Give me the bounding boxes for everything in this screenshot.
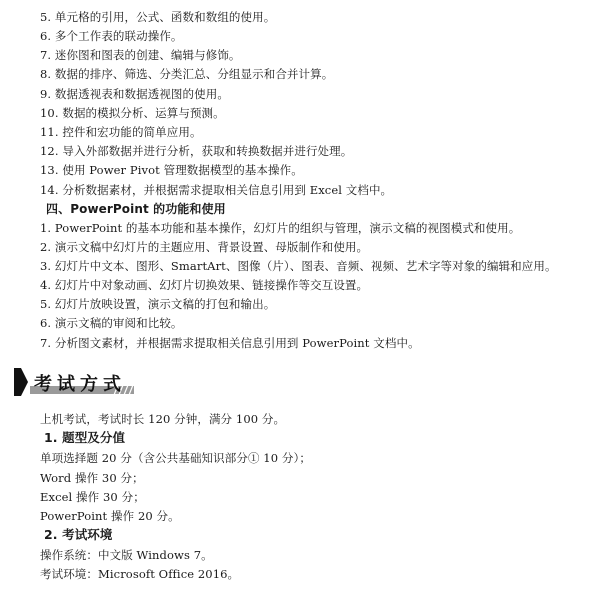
exam-section-banner bbox=[14, 366, 139, 400]
excel-item-5: 5. 单元格的引用，公式、函数和数组的使用。 bbox=[40, 10, 276, 24]
ppt-item-2: 2. 演示文稿中幻灯片的主题应用、背景设置、母版制作和使用。 bbox=[40, 240, 369, 254]
env-office: 考试环境：Microsoft Office 2016。 bbox=[40, 567, 240, 581]
excel-item-14: 14. 分析数据素材，并根据需求提取相关信息引用到 Excel 文档中。 bbox=[40, 183, 393, 197]
ppt-item-6: 6. 演示文稿的审阅和比较。 bbox=[40, 316, 183, 330]
env-heading: 2. 考试环境 bbox=[44, 527, 113, 542]
excel-item-6: 6. 多个工作表的联动操作。 bbox=[40, 29, 183, 43]
types-heading: 1. 题型及分值 bbox=[44, 430, 126, 445]
env-os: 操作系统：中文版 Windows 7。 bbox=[40, 548, 213, 562]
type-single-choice: 单项选择题 20 分（含公共基础知识部分① 10 分）； bbox=[40, 451, 311, 465]
excel-item-13: 13. 使用 Power Pivot 管理数据模型的基本操作。 bbox=[40, 163, 303, 177]
exam-section-title: 考试方式 bbox=[34, 374, 126, 395]
excel-item-11: 11. 控件和宏功能的简单应用。 bbox=[40, 125, 202, 139]
ppt-item-3: 3. 幻灯片中文本、图形、SmartArt、图像（片）、图表、音频、视频、艺术字等对象的编辑和应用。 bbox=[40, 259, 557, 273]
type-word: Word 操作 30 分； bbox=[40, 471, 144, 485]
excel-item-9: 9. 数据透视表和数据透视图的使用。 bbox=[40, 87, 229, 101]
ppt-item-4: 4. 幻灯片中对象动画、幻灯片切换效果、链接操作等交互设置。 bbox=[40, 278, 369, 292]
ppt-item-1: 1. PowerPoint 的基本功能和基本操作，幻灯片的组织与管理，演示文稿的视图模式和使用。 bbox=[40, 221, 521, 235]
type-powerpoint: PowerPoint 操作 20 分。 bbox=[40, 509, 180, 523]
type-excel: Excel 操作 30 分； bbox=[40, 490, 145, 504]
ppt-section-heading: 四、PowerPoint 的功能和使用 bbox=[46, 202, 226, 216]
excel-item-8: 8. 数据的排序、筛选、分类汇总、分组显示和合并计算。 bbox=[40, 67, 334, 81]
excel-item-12: 12. 导入外部数据并进行分析，获取和转换数据并进行处理。 bbox=[40, 144, 353, 158]
exam-intro: 上机考试，考试时长 120 分钟，满分 100 分。 bbox=[40, 412, 286, 426]
ppt-item-7: 7. 分析图文素材，并根据需求提取相关信息引用到 PowerPoint 文档中。 bbox=[40, 336, 420, 350]
ppt-item-5: 5. 幻灯片放映设置，演示文稿的打包和输出。 bbox=[40, 297, 276, 311]
excel-item-7: 7. 迷你图和图表的创建、编辑与修饰。 bbox=[40, 48, 241, 62]
excel-item-10: 10. 数据的模拟分析、运算与预测。 bbox=[40, 106, 225, 120]
